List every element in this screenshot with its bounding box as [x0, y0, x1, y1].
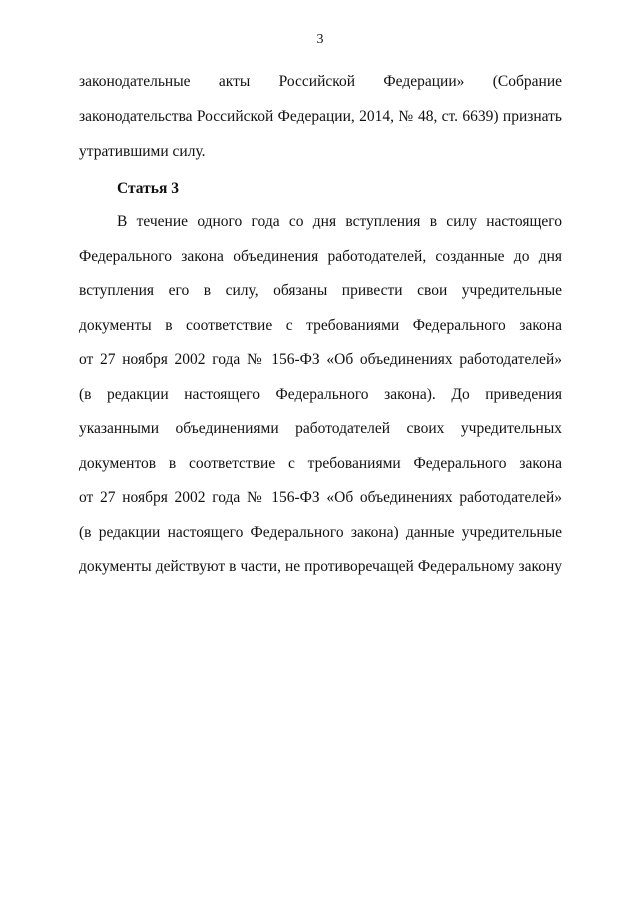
article-3-line-11: документы действуют в части, не противоречащей Федеральному закону [79, 558, 562, 575]
article-3-line-10: (в редакции настоящего Федерального закона) данные учредительные [79, 524, 562, 541]
intro-line-2: законодательства Российской Федерации, 2014, № 48, ст. 6639) признать [79, 108, 562, 125]
article-3-line-8: документов в соответствие с требованиями Федерального закона [79, 455, 562, 472]
article-3-line-9: от 27 ноября 2002 года № 156-ФЗ «Об объединениях работодателей» [79, 489, 562, 506]
page-number: 3 [316, 32, 324, 47]
article-3-line-7: указанными объединениями работодателей своих учредительных [79, 420, 562, 437]
article-3-line-6: (в редакции настоящего Федерального закона). До приведения [79, 386, 562, 403]
article-3-line-2: Федерального закона объединения работодателей, созданные до дня [79, 248, 562, 265]
article-3-line-3: вступления его в силу, обязаны привести свои учредительные [79, 282, 562, 299]
article-3-line-4: документы в соответствие с требованиями Федерального закона [79, 317, 562, 334]
article-3-line-5: от 27 ноября 2002 года № 156-ФЗ «Об объединениях работодателей» [79, 351, 562, 368]
article-3-title: Статья 3 [117, 180, 179, 197]
article-3-line-1: В течение одного года со дня вступления в силу настоящего [117, 213, 562, 230]
intro-line-3: утратившими силу. [79, 143, 206, 160]
intro-line-1: законодательные акты Российской Федерации» (Собрание [79, 73, 562, 90]
